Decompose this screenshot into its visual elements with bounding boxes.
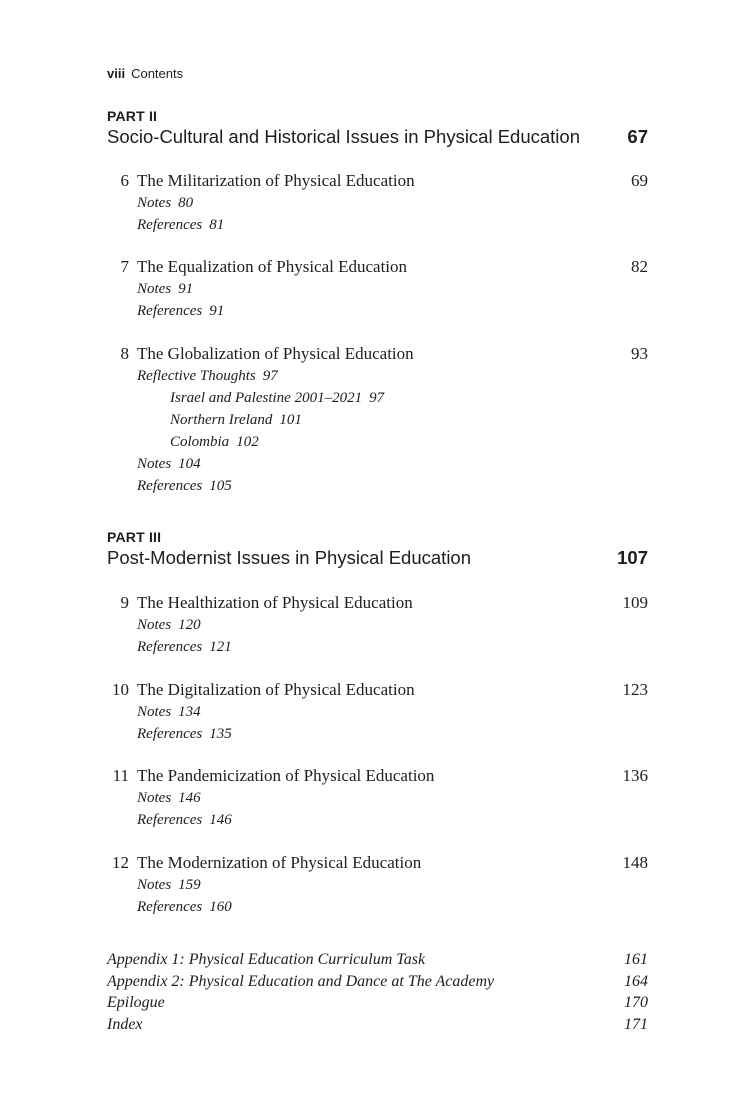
sub-entry-page: 80 [178, 195, 194, 211]
part-title: Post-Modernist Issues in Physical Education [107, 547, 472, 568]
sub-entry-label: Notes [137, 617, 172, 633]
chapter-title: The Healthization of Physical Education [137, 593, 413, 612]
back-matter-list [107, 949, 648, 1036]
sub-entry-label: Notes [137, 877, 172, 893]
chapter-page-number: 123 [622, 680, 648, 699]
chapter-number: 6 [120, 171, 129, 190]
back-matter-entry [107, 949, 648, 971]
chapter-number: 7 [120, 257, 129, 276]
sub-entry-label: References [137, 899, 203, 915]
sub-entry-page: 81 [209, 217, 225, 233]
sub-entry [107, 787, 648, 809]
sub-entry [107, 896, 648, 918]
sub-entry [107, 701, 648, 723]
part-heading [107, 108, 648, 148]
sub-entry-label: References [137, 812, 203, 828]
sub-entry-page: 91 [209, 303, 225, 319]
sub-entry-page: 146 [178, 790, 201, 806]
sub-entry-label: Notes [137, 281, 172, 297]
sub-entry-label: Northern Ireland [170, 412, 273, 428]
sub-entry-label: Notes [137, 195, 172, 211]
chapter-page-number: 136 [622, 766, 648, 785]
sub-entry [107, 475, 648, 497]
sub-entry [107, 636, 648, 658]
sub-entry-label: References [137, 639, 203, 655]
chapter-entry [107, 679, 648, 745]
back-matter-page: 161 [624, 951, 648, 968]
chapter-title: The Pandemicization of Physical Education [137, 766, 435, 785]
sub-entry [107, 365, 648, 387]
sub-entry-page: 159 [178, 877, 201, 893]
running-head [107, 66, 183, 81]
chapter-page-number: 109 [622, 593, 648, 612]
chapter-number: 10 [112, 680, 129, 699]
chapter-title: The Equalization of Physical Education [137, 257, 408, 276]
back-matter-title: Epilogue [107, 994, 165, 1012]
sub-entry-label: References [137, 303, 203, 319]
chapter-number: 8 [120, 344, 129, 363]
part-label: PART II [107, 108, 158, 124]
sub-entry-label: Notes [137, 456, 172, 472]
sub-entry [107, 278, 648, 300]
sub-entry-page: 134 [178, 704, 201, 720]
running-head-title: Contents [131, 66, 184, 81]
part-title: Socio-Cultural and Historical Issues in Physical Education [107, 126, 580, 147]
chapter-page-number: 148 [622, 853, 648, 872]
sub-sub-entry [107, 409, 648, 431]
chapter-entry [107, 852, 648, 918]
sub-entry [107, 723, 648, 745]
sub-sub-entry [107, 431, 648, 453]
chapter-entry [107, 765, 648, 831]
sub-entry-label: Colombia [170, 434, 230, 450]
chapter-title: The Globalization of Physical Education [137, 344, 414, 363]
chapter-page-number: 82 [631, 257, 648, 276]
part-page-number: 67 [627, 126, 648, 147]
sub-entry [107, 300, 648, 322]
sub-entry-label: Israel and Palestine 2001–2021 [170, 390, 363, 406]
sub-entry-label: Notes [137, 704, 172, 720]
sub-entry-page: 121 [209, 639, 232, 655]
chapter-page-number: 69 [631, 171, 648, 190]
back-matter-entry [107, 992, 648, 1014]
sub-entry [107, 874, 648, 896]
sub-entry-label: References [137, 726, 203, 742]
sub-entry-label: References [137, 478, 203, 494]
chapter-title: The Militarization of Physical Education [137, 171, 415, 190]
part-page-number: 107 [617, 547, 648, 568]
sub-sub-entry [107, 387, 648, 409]
chapter-entry [107, 592, 648, 658]
sub-entry [107, 614, 648, 636]
sub-entry-page: 120 [178, 617, 201, 633]
back-matter-page: 170 [624, 994, 648, 1012]
chapter-entry [107, 170, 648, 236]
back-matter-entry [107, 971, 648, 993]
sub-entry-page: 97 [262, 368, 278, 384]
sub-entry-page: 135 [209, 726, 232, 742]
sub-entry-label: Notes [137, 790, 172, 806]
sub-entry-label: Reflective Thoughts [137, 368, 256, 384]
sub-entry-label: References [137, 217, 203, 233]
back-matter-page: 171 [624, 1016, 648, 1034]
sub-entry-page: 160 [209, 899, 232, 915]
sub-entry-page: 104 [178, 456, 201, 472]
chapter-page-number: 93 [631, 344, 648, 363]
sub-entry-page: 97 [369, 390, 385, 406]
sub-entry [107, 192, 648, 214]
chapter-title: The Digitalization of Physical Education [137, 680, 415, 699]
part-heading [107, 529, 648, 569]
chapter-number: 9 [120, 593, 129, 612]
back-matter-entry [107, 1014, 648, 1036]
sub-entry-page: 91 [178, 281, 194, 297]
folio-number: viii [107, 66, 126, 81]
back-matter-title: Appendix 2: Physical Education and Dance at The Academy [107, 972, 495, 990]
sub-entry-page: 102 [236, 434, 259, 450]
sub-entry-page: 146 [209, 812, 232, 828]
part-label: PART III [107, 529, 162, 545]
back-matter-title: Appendix 1: Physical Education Curriculum Task [107, 951, 426, 968]
chapter-number: 11 [112, 766, 129, 785]
back-matter-title: Index [107, 1016, 143, 1034]
sub-entry [107, 453, 648, 475]
chapter-number: 12 [112, 853, 129, 872]
back-matter-page: 164 [624, 972, 648, 990]
sub-entry-page: 105 [209, 478, 232, 494]
sub-entry-page: 101 [279, 412, 302, 428]
sub-entry [107, 214, 648, 236]
chapter-entry [107, 343, 648, 497]
sub-entry [107, 809, 648, 831]
chapter-entry [107, 256, 648, 322]
chapter-title: The Modernization of Physical Education [137, 853, 422, 872]
